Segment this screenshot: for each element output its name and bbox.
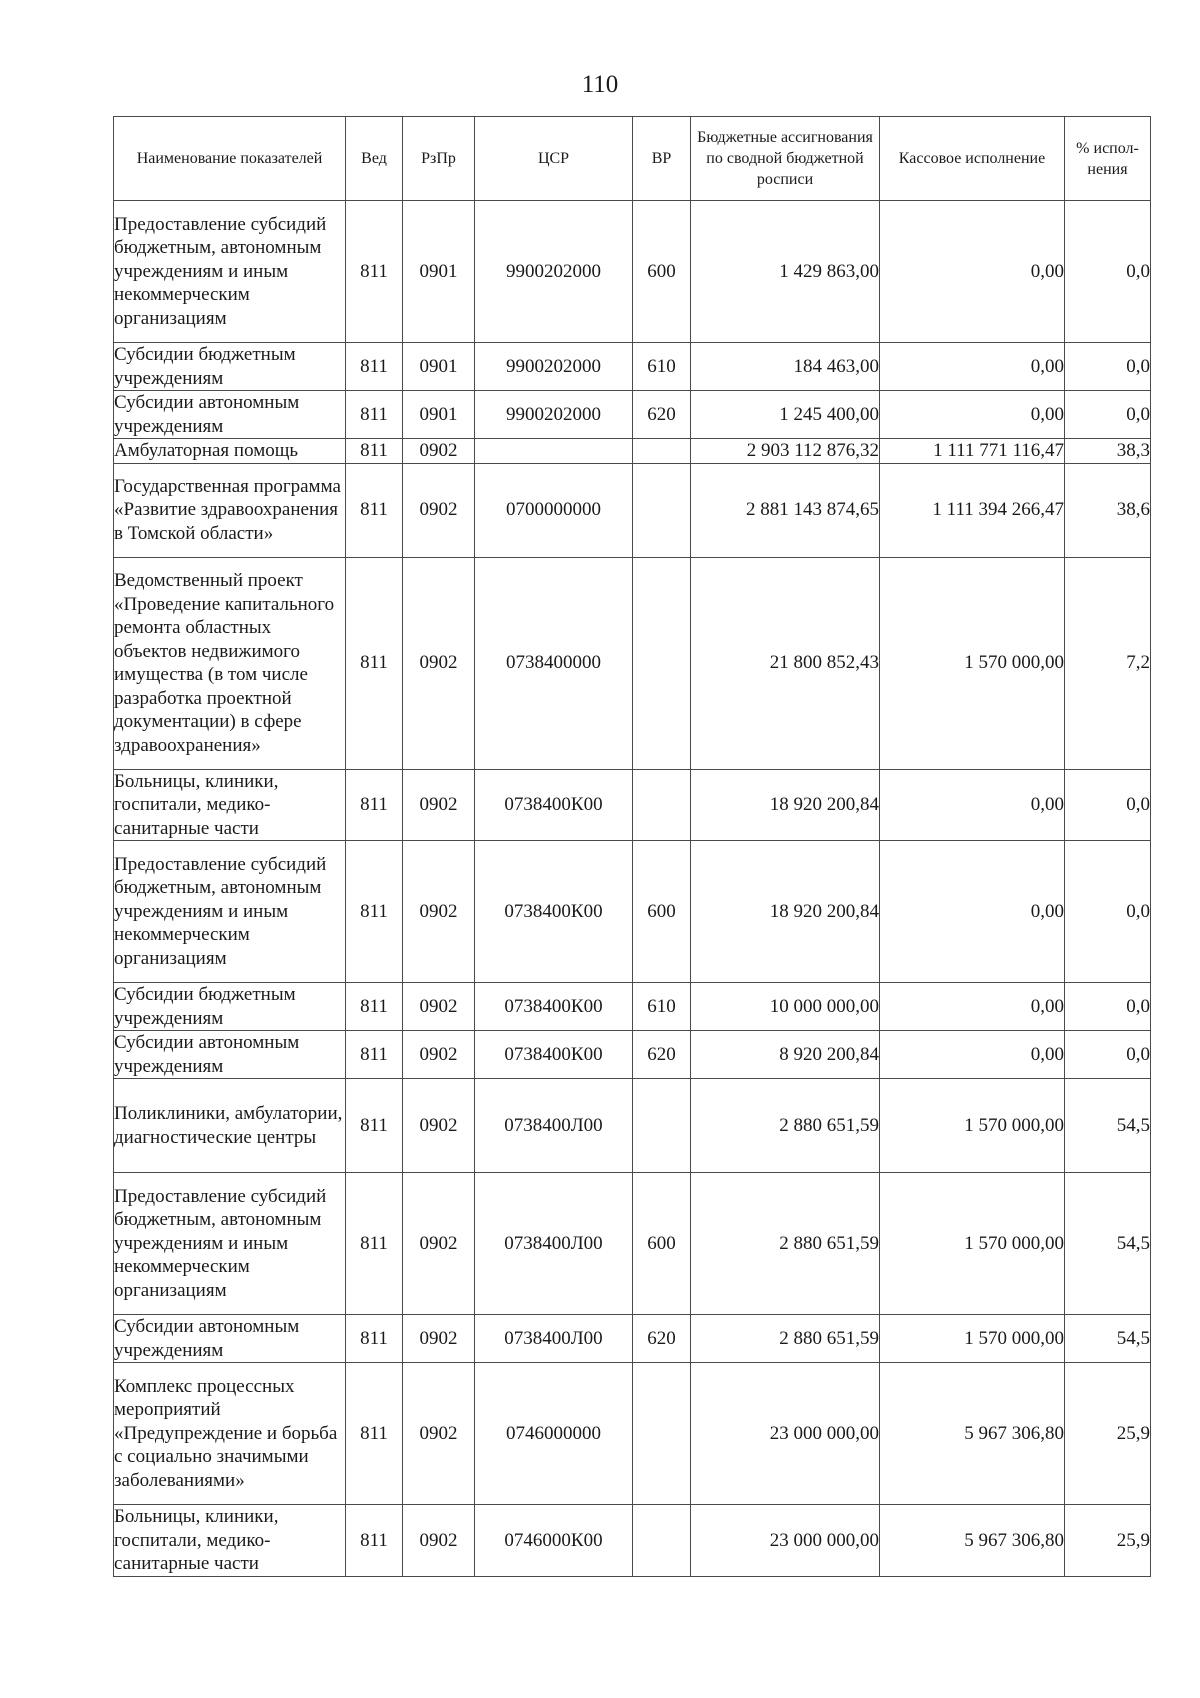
budget-allocation-cell: 1 429 863,00: [691, 201, 880, 343]
budget-allocation-cell: 2 903 112 876,32: [691, 439, 880, 464]
table-row: [114, 1505, 1151, 1577]
rzpr-cell: 0902: [403, 1079, 475, 1173]
execution-percent-cell: 7,2: [1065, 557, 1151, 769]
budget-allocation-cell: 23 000 000,00: [691, 1505, 880, 1577]
budget-allocation-cell: 10 000 000,00: [691, 983, 880, 1031]
table-row: [114, 1173, 1151, 1315]
table-row: [114, 1315, 1151, 1363]
header-csr: ЦСР: [475, 117, 633, 201]
cash-execution-cell: 5 967 306,80: [880, 1363, 1065, 1505]
budget-allocation-cell: 23 000 000,00: [691, 1363, 880, 1505]
vr-cell: 600: [633, 841, 691, 983]
vr-cell: 600: [633, 1173, 691, 1315]
vr-cell: [633, 557, 691, 769]
budget-table: [113, 116, 1151, 1577]
header-vr: ВР: [633, 117, 691, 201]
indicator-name-cell: Больницы, клиники, госпитали, медико-санитарные части: [114, 1505, 346, 1577]
indicator-name-cell: Субсидии бюджетным учреждениям: [114, 983, 346, 1031]
ved-cell: 811: [346, 391, 403, 439]
table-row: [114, 463, 1151, 557]
table-row: [114, 983, 1151, 1031]
rzpr-cell: 0902: [403, 439, 475, 464]
rzpr-cell: 0901: [403, 343, 475, 391]
table-row: [114, 841, 1151, 983]
execution-percent-cell: 0,0: [1065, 1031, 1151, 1079]
csr-cell: 0738400К00: [475, 983, 633, 1031]
header-budget-allocation: Бюджетные ассигнования по сводной бюджетной росписи: [691, 117, 880, 201]
vr-cell: 600: [633, 201, 691, 343]
csr-cell: 0738400Л00: [475, 1173, 633, 1315]
table-row: [114, 439, 1151, 464]
execution-percent-cell: 0,0: [1065, 201, 1151, 343]
table-body: [114, 201, 1151, 1577]
header-cash-execution: Кассовое исполнение: [880, 117, 1065, 201]
indicator-name-cell: Амбулаторная помощь: [114, 439, 346, 464]
header-rzpr: РзПр: [403, 117, 475, 201]
ved-cell: 811: [346, 201, 403, 343]
indicator-name-cell: Поликлиники, амбулатории, диагностические центры: [114, 1079, 346, 1173]
rzpr-cell: 0902: [403, 1363, 475, 1505]
ved-cell: 811: [346, 343, 403, 391]
budget-allocation-cell: 2 881 143 874,65: [691, 463, 880, 557]
budget-allocation-cell: 8 920 200,84: [691, 1031, 880, 1079]
ved-cell: 811: [346, 769, 403, 841]
rzpr-cell: 0902: [403, 463, 475, 557]
rzpr-cell: 0902: [403, 841, 475, 983]
rzpr-cell: 0902: [403, 1315, 475, 1363]
execution-percent-cell: 38,3: [1065, 439, 1151, 464]
header-name: Наименование показателей: [114, 117, 346, 201]
execution-percent-cell: 0,0: [1065, 769, 1151, 841]
csr-cell: 0738400К00: [475, 1031, 633, 1079]
table-row: [114, 1031, 1151, 1079]
table-row: [114, 201, 1151, 343]
indicator-name-cell: Предоставление субсидий бюджетным, автономным учреждениям и иным некоммерческим организациям: [114, 1173, 346, 1315]
budget-allocation-cell: 2 880 651,59: [691, 1173, 880, 1315]
cash-execution-cell: 1 111 771 116,47: [880, 439, 1065, 464]
indicator-name-cell: Ведомственный проект «Проведение капитального ремонта областных объектов недвижимого имущества (в том числе разработка проектной документации) в сфере здравоохранения»: [114, 557, 346, 769]
execution-percent-cell: 0,0: [1065, 983, 1151, 1031]
csr-cell: 0746000000: [475, 1363, 633, 1505]
cash-execution-cell: 0,00: [880, 769, 1065, 841]
cash-execution-cell: 1 111 394 266,47: [880, 463, 1065, 557]
indicator-name-cell: Комплекс процессных мероприятий «Предупреждение и борьба с социально значимыми заболеваниями»: [114, 1363, 346, 1505]
ved-cell: 811: [346, 841, 403, 983]
table-row: [114, 769, 1151, 841]
execution-percent-cell: 54,5: [1065, 1173, 1151, 1315]
vr-cell: 620: [633, 1031, 691, 1079]
execution-percent-cell: 54,5: [1065, 1315, 1151, 1363]
cash-execution-cell: 0,00: [880, 841, 1065, 983]
budget-allocation-cell: 18 920 200,84: [691, 769, 880, 841]
indicator-name-cell: Предоставление субсидий бюджетным, автономным учреждениям и иным некоммерческим организациям: [114, 201, 346, 343]
execution-percent-cell: 0,0: [1065, 391, 1151, 439]
cash-execution-cell: 1 570 000,00: [880, 557, 1065, 769]
ved-cell: 811: [346, 1031, 403, 1079]
indicator-name-cell: Больницы, клиники, госпитали, медико-санитарные части: [114, 769, 346, 841]
table-row: [114, 1079, 1151, 1173]
ved-cell: 811: [346, 463, 403, 557]
vr-cell: [633, 439, 691, 464]
cash-execution-cell: 0,00: [880, 983, 1065, 1031]
vr-cell: 620: [633, 1315, 691, 1363]
vr-cell: [633, 463, 691, 557]
csr-cell: 0738400К00: [475, 841, 633, 983]
ved-cell: 811: [346, 1505, 403, 1577]
rzpr-cell: 0902: [403, 769, 475, 841]
vr-cell: 610: [633, 983, 691, 1031]
budget-allocation-cell: 184 463,00: [691, 343, 880, 391]
rzpr-cell: 0902: [403, 557, 475, 769]
cash-execution-cell: 0,00: [880, 343, 1065, 391]
cash-execution-cell: 5 967 306,80: [880, 1505, 1065, 1577]
cash-execution-cell: 0,00: [880, 1031, 1065, 1079]
execution-percent-cell: 0,0: [1065, 343, 1151, 391]
budget-allocation-cell: 1 245 400,00: [691, 391, 880, 439]
rzpr-cell: 0902: [403, 1031, 475, 1079]
execution-percent-cell: 54,5: [1065, 1079, 1151, 1173]
cash-execution-cell: 1 570 000,00: [880, 1079, 1065, 1173]
indicator-name-cell: Субсидии автономным учреждениям: [114, 391, 346, 439]
csr-cell: 9900202000: [475, 391, 633, 439]
indicator-name-cell: Предоставление субсидий бюджетным, автономным учреждениям и иным некоммерческим организациям: [114, 841, 346, 983]
table-row: [114, 343, 1151, 391]
page-number: 110: [581, 71, 619, 98]
cash-execution-cell: 1 570 000,00: [880, 1173, 1065, 1315]
budget-allocation-cell: 2 880 651,59: [691, 1079, 880, 1173]
execution-percent-cell: 38,6: [1065, 463, 1151, 557]
ved-cell: 811: [346, 983, 403, 1031]
budget-allocation-cell: 18 920 200,84: [691, 841, 880, 983]
cash-execution-cell: 0,00: [880, 391, 1065, 439]
indicator-name-cell: Субсидии автономным учреждениям: [114, 1315, 346, 1363]
budget-allocation-cell: 21 800 852,43: [691, 557, 880, 769]
csr-cell: 0738400000: [475, 557, 633, 769]
csr-cell: 9900202000: [475, 201, 633, 343]
rzpr-cell: 0902: [403, 1173, 475, 1315]
ved-cell: 811: [346, 1363, 403, 1505]
csr-cell: 0700000000: [475, 463, 633, 557]
csr-cell: 0738400Л00: [475, 1079, 633, 1173]
cash-execution-cell: 1 570 000,00: [880, 1315, 1065, 1363]
rzpr-cell: 0901: [403, 201, 475, 343]
table-row: [114, 557, 1151, 769]
csr-cell: 0746000К00: [475, 1505, 633, 1577]
csr-cell: 0738400Л00: [475, 1315, 633, 1363]
rzpr-cell: 0901: [403, 391, 475, 439]
ved-cell: 811: [346, 557, 403, 769]
rzpr-cell: 0902: [403, 1505, 475, 1577]
ved-cell: 811: [346, 1079, 403, 1173]
csr-cell: [475, 439, 633, 464]
execution-percent-cell: 25,9: [1065, 1505, 1151, 1577]
indicator-name-cell: Субсидии бюджетным учреждениям: [114, 343, 346, 391]
csr-cell: 9900202000: [475, 343, 633, 391]
execution-percent-cell: 25,9: [1065, 1363, 1151, 1505]
ved-cell: 811: [346, 1173, 403, 1315]
vr-cell: 610: [633, 343, 691, 391]
vr-cell: 620: [633, 391, 691, 439]
header-execution-percent: % испол-нения: [1065, 117, 1151, 201]
indicator-name-cell: Государственная программа «Развитие здравоохранения в Томской области»: [114, 463, 346, 557]
execution-percent-cell: 0,0: [1065, 841, 1151, 983]
table-header-row: [114, 117, 1151, 201]
ved-cell: 811: [346, 439, 403, 464]
vr-cell: [633, 1079, 691, 1173]
indicator-name-cell: Субсидии автономным учреждениям: [114, 1031, 346, 1079]
table-row: [114, 1363, 1151, 1505]
vr-cell: [633, 1363, 691, 1505]
rzpr-cell: 0902: [403, 983, 475, 1031]
ved-cell: 811: [346, 1315, 403, 1363]
vr-cell: [633, 1505, 691, 1577]
header-ved: Вед: [346, 117, 403, 201]
table-row: [114, 391, 1151, 439]
csr-cell: 0738400К00: [475, 769, 633, 841]
budget-allocation-cell: 2 880 651,59: [691, 1315, 880, 1363]
vr-cell: [633, 769, 691, 841]
cash-execution-cell: 0,00: [880, 201, 1065, 343]
